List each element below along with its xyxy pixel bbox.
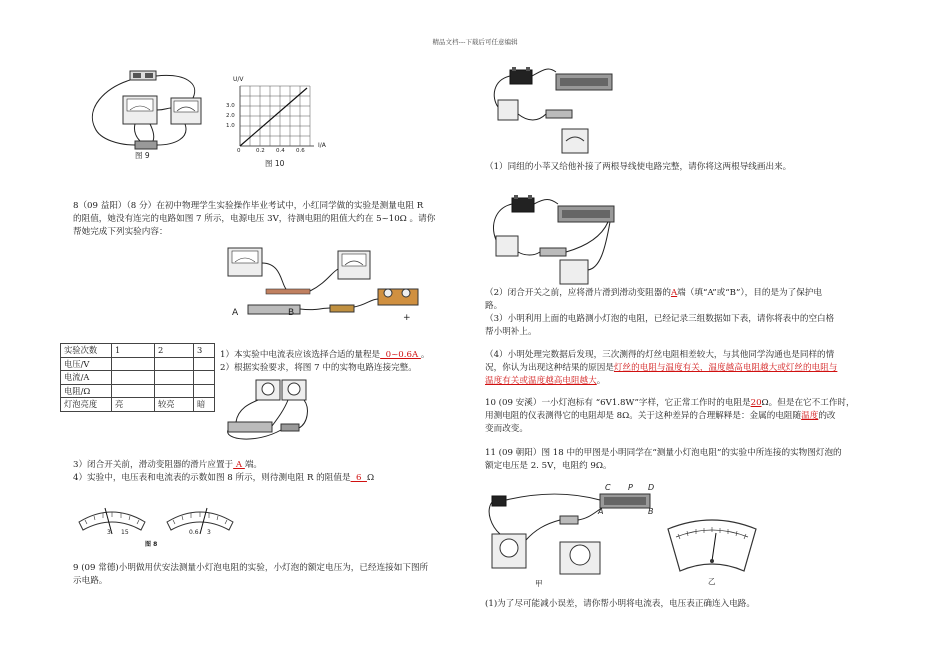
q10-answer-1: 20 — [750, 398, 762, 408]
figure-18-yi-meter — [662, 517, 762, 577]
table-cell — [112, 371, 155, 385]
q9-part3-line1: （3）小明利用上面的电路测小灯泡的电阻，已经记录三组数据如下表，请你将表中的空白格 — [485, 314, 835, 324]
figure-9-caption: 图 9 — [135, 151, 150, 160]
q9-part4-answer: 灯丝的电阻与温度有关，温度越高电阻越大或灯丝的电阻与 — [613, 363, 838, 373]
ammeter-tick-0-6: 0.6 — [189, 529, 199, 536]
q8-circuit-photo — [226, 378, 316, 446]
table-cell: 3 — [194, 344, 215, 358]
q10-line1: 10 (09 安溪）一小灯泡标有 “6V1.8W”字样，它正常工作时的电阻是20Ω。但是在它不工作时， — [485, 398, 855, 408]
q9-part2: （2）闭合开关之前，应将滑片滑到滑动变阻器的A端（填“A”或“B”），目的是为了保护电 — [485, 288, 823, 298]
q8-part1-answer: 0~0.6A — [380, 350, 421, 360]
q8-part3-answer: A — [233, 460, 245, 470]
q9-part4-answer-cont: 温度有关或温度越高电阻越大 — [485, 376, 597, 386]
q9-part4-line1: （4）小明处理完数据后发现，三次测得的灯丝电阻相差较大，与其他同学沟通也是同样的情 — [485, 350, 835, 360]
voltmeter-tick-15: 15 — [121, 529, 129, 536]
table-row — [61, 398, 215, 412]
figure-10-xtick: 0.2 — [256, 148, 265, 154]
q8-part4-answer: 6 — [350, 473, 367, 483]
fig18-label-b: B — [648, 507, 654, 516]
table-cell — [155, 357, 194, 371]
fig18-label-a: A — [598, 507, 604, 516]
experiment-table — [60, 343, 215, 412]
fig18-label-p: P — [628, 483, 633, 492]
q9-part4-line3: 温度有关或温度越高电阻越大。 — [485, 376, 606, 386]
table-cell — [155, 384, 194, 398]
q9-part1: （1）同组的小莘又给他补接了两根导线使电路完整，请你将这两根导线画出来。 — [485, 162, 792, 172]
figure-10-xtick: 0.6 — [296, 148, 305, 154]
table-cell: 电压/V — [61, 357, 112, 371]
table-cell — [155, 371, 194, 385]
q9-part4-line2: 况，你认为出现这种结果的原因是灯丝的电阻与温度有关，温度越高电阻越大或灯丝的电阻与 — [485, 363, 838, 373]
table-cell — [194, 357, 215, 371]
q9-part3-line2: 帮小明补上。 — [485, 327, 537, 337]
table-cell: 实验次数 — [61, 344, 112, 358]
q8-part4: 4）实验中，电压表和电流表的示数如图 8 所示，则待测电阻 R 的阻值是 6 Ω — [73, 473, 375, 483]
q10-line3: 变而改变。 — [485, 424, 528, 434]
table-cell: 较亮 — [155, 398, 194, 412]
q9-circuit-top — [488, 62, 618, 132]
table-row — [61, 384, 215, 398]
figure-7-circuit — [226, 243, 426, 325]
figure-8-caption: 图 8 — [145, 541, 158, 548]
q8-part3: 3）闭合开关前，滑动变阻器的滑片应置于 A 端。 — [73, 460, 263, 470]
q9-part2-answer: A — [670, 288, 678, 298]
fig18-label-c: C — [605, 483, 611, 492]
figure-7-label-b: B — [288, 308, 295, 318]
q11-line1: 11 (09 朝阳）图 18 中的甲图是小明同学在“测量小灯泡电阻”的实验中所连接的实物图灯泡的 — [485, 448, 842, 458]
figure-10-ytick: 1.0 — [226, 123, 235, 129]
figure-10-xtick: 0.4 — [276, 148, 285, 154]
q9-circuit-bottom — [490, 190, 620, 285]
figure-18-jia-circuit — [490, 482, 660, 582]
table-cell: 灯泡亮度 — [61, 398, 112, 412]
q8-intro: 8（09 益阳）（8 分）在初中物理学生实验操作毕业考试中，小红同学做的实验是测量电阻 R — [73, 201, 424, 211]
figure-10-caption: 图 10 — [265, 159, 285, 168]
ammeter-tick-3: 3 — [207, 529, 211, 536]
figure-8-meters — [75, 494, 245, 544]
voltmeter-tick-3: 3 — [107, 529, 111, 536]
fig18-jia-caption: 甲 — [535, 579, 543, 588]
table-cell — [112, 357, 155, 371]
q8-line3: 帮她完成下列实验内容： — [73, 227, 168, 237]
figure-9-circuit — [75, 68, 215, 158]
figure-10-ytick: 3.0 — [226, 103, 235, 109]
figure-7-label-plus: + — [403, 313, 411, 323]
figure-7-label-a: A — [232, 308, 239, 318]
q9-line2: 示电路。 — [73, 576, 108, 586]
q11-line2: 额定电压是 2. 5V，电阻约 9Ω。 — [485, 461, 612, 471]
table-cell: 2 — [155, 344, 194, 358]
fig18-label-d: D — [648, 483, 655, 492]
fig18-yi-caption: 乙 — [708, 577, 716, 586]
q11-part1: (1)为了尽可能减小误差，请你帮小明将电流表，电压表正确连入电路。 — [485, 599, 755, 609]
table-cell: 电流/A — [61, 371, 112, 385]
figure-10-ylabel: U/V — [233, 76, 244, 83]
table-row — [61, 344, 215, 358]
table-cell: 暗 — [194, 398, 215, 412]
figure-10-xlabel: I/A — [318, 142, 326, 149]
q9-meter-top — [560, 127, 590, 155]
table-row — [61, 357, 215, 371]
q8-part2: 2）根据实验要求，将图 7 中的实物电路连接完整。 — [220, 363, 417, 373]
q10-answer-2: 温度 — [801, 411, 819, 421]
q8-part1: 1）本实验中电流表应该选择合适的量程是 0~0.6A 。 — [220, 350, 430, 360]
q9-part2-line2: 路。 — [485, 301, 503, 311]
q9-line1: 9 (09 常德)小明做用伏安法测量小灯泡电阻的实验，小灯泡的额定电压为，已经连接如下图所 — [73, 563, 429, 573]
figure-10-ytick: 2.0 — [226, 113, 235, 119]
table-cell: 亮 — [112, 398, 155, 412]
table-cell: 电阻/Ω — [61, 384, 112, 398]
figure-10-graph — [232, 78, 327, 158]
page-header: 精品文档---下载后可任意编辑 — [432, 38, 518, 46]
table-cell: 1 — [112, 344, 155, 358]
figure-10-xtick: 0 — [237, 148, 241, 154]
q10-line2: 用测电阻的仪表测得它的电阻却是 8Ω。关于这种差异的合理解释是：金属的电阻随温度的改 — [485, 411, 836, 421]
table-cell — [112, 384, 155, 398]
table-cell — [194, 371, 215, 385]
table-row — [61, 371, 215, 385]
table-cell — [194, 384, 215, 398]
q8-line2: 的阻值，她没有连完的电路如图 7 所示，电源电压 3V，待测电阻的阻值大约在 5~10Ω 。请你 — [73, 214, 436, 224]
